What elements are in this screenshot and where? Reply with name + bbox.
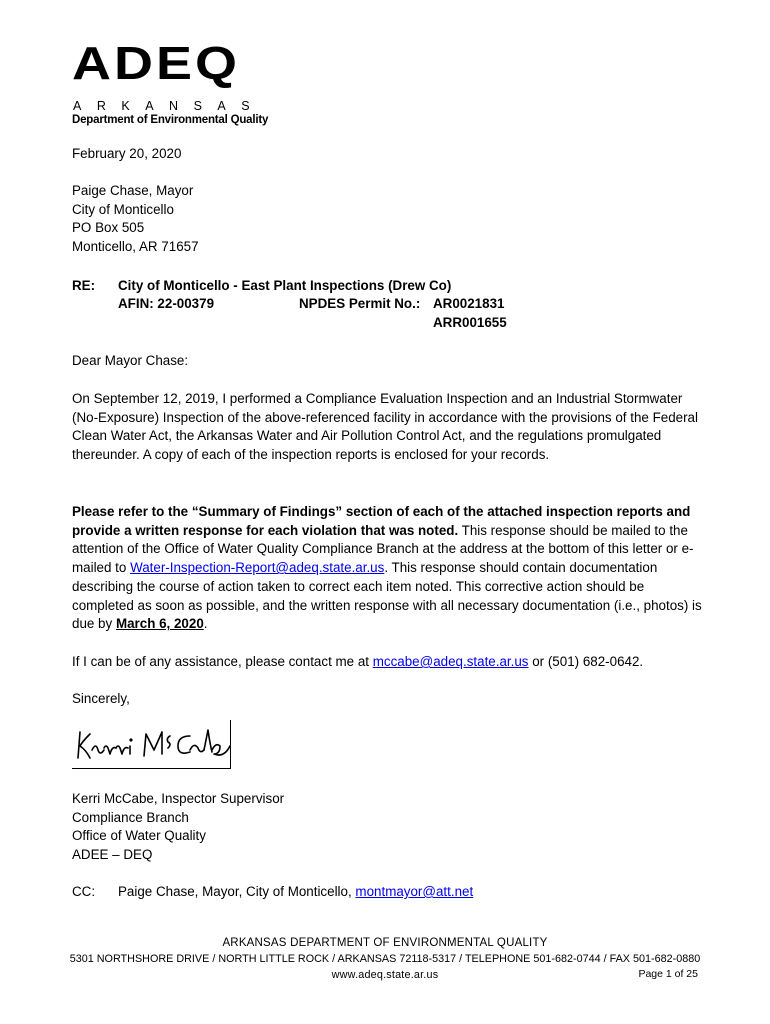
footer-website: www.adeq.state.ar.us (331, 969, 439, 981)
re-label: RE: (72, 278, 96, 293)
recipient-line: Monticello, AR 71657 (72, 239, 199, 255)
signature-line (72, 768, 231, 769)
recipient-line: PO Box 505 (72, 220, 145, 236)
paragraph-response-bold: Please refer to the “Summary of Findings” section of each of the attached inspection reports and provide a written response for each violation that was noted. (72, 504, 691, 538)
footer-agency: ARKANSAS DEPARTMENT OF ENVIRONMENTAL QUALITY (222, 937, 548, 949)
paragraph-contact (72, 653, 702, 672)
adeq-logo: ADEQ (72, 38, 241, 89)
contact-email-link[interactable]: mccabe@adeq.state.ar.us (372, 654, 529, 669)
paragraph-response (72, 503, 702, 634)
logo-state: ARKANSAS (73, 99, 266, 113)
paragraph-response-text: . (203, 616, 208, 632)
paragraph-response-text: This response should be mailed to the attention of the Office of Water Quality Compliance Branch at the address at the bottom of this letter or e-mailed to (72, 522, 694, 576)
recipient-address (72, 182, 199, 257)
handwritten-signature (74, 724, 234, 768)
paragraph-contact-text: If I can be of any assistance, please contact me at (72, 654, 373, 669)
report-email-link[interactable]: Water-Inspection-Report@adeq.state.ar.us (130, 560, 385, 576)
cc-email-link[interactable]: montmayor@att.net (355, 884, 474, 899)
logo-department: Department of Environmental Quality (72, 114, 269, 126)
salutation: Dear Mayor Chase: (72, 353, 189, 368)
paragraph-contact-text: or (501) 682-0642. (528, 654, 644, 669)
re-permit-1: AR0021831 (433, 296, 505, 311)
footer-address: 5301 NORTHSHORE DRIVE / NORTH LITTLE ROCK / ARKANSAS 72118-5317 / TELEPHONE 501-682-0744 / FAX 501-682-0880 (69, 953, 701, 965)
re-permit-2: ARR001655 (433, 315, 507, 330)
cc-text: Paige Chase, Mayor, City of Monticello, (118, 884, 356, 899)
recipient-line: City of Monticello (72, 201, 174, 217)
letter-date: February 20, 2020 (72, 146, 182, 161)
page-number: Page 1 of 25 (638, 968, 698, 980)
signer-line: Compliance Branch (72, 809, 189, 825)
signer-line: ADEE – DEQ (72, 847, 153, 863)
paragraph-response-text: . This response should contain documentation describing the course of action taken to correct each item noted. This corrective action should be completed as soon as possible, and the written response with all necessary documentation (i.e., photos) is due by (72, 560, 702, 632)
cc-label: CC: (72, 884, 96, 899)
closing: Sincerely, (72, 691, 130, 706)
re-subject: City of Monticello - East Plant Inspections (Drew Co) (118, 278, 452, 293)
due-date: March 6, 2020 (115, 616, 204, 632)
signer-line: Office of Water Quality (72, 828, 206, 844)
signature-line-tick (230, 720, 231, 769)
recipient-line: Paige Chase, Mayor (72, 183, 194, 198)
signer-line: Kerri McCabe, Inspector Supervisor (72, 791, 285, 806)
re-afin: AFIN: 22-00379 (118, 296, 215, 311)
signer-block (72, 790, 284, 865)
cc-recipient (118, 883, 473, 902)
paragraph-inspection: On September 12, 2019, I performed a Compliance Evaluation Inspection and an Industrial Stormwater (No-Exposure) Inspection of the above-referenced facility in accordance with the provisions of the Federal Clean Water Act, the Arkansas Water and Air Pollution Control Act, and the regulations promulgated thereunder. A copy of each of the inspection reports is enclosed for your records. (72, 391, 698, 463)
re-permit-label: NPDES Permit No.: (299, 296, 421, 311)
